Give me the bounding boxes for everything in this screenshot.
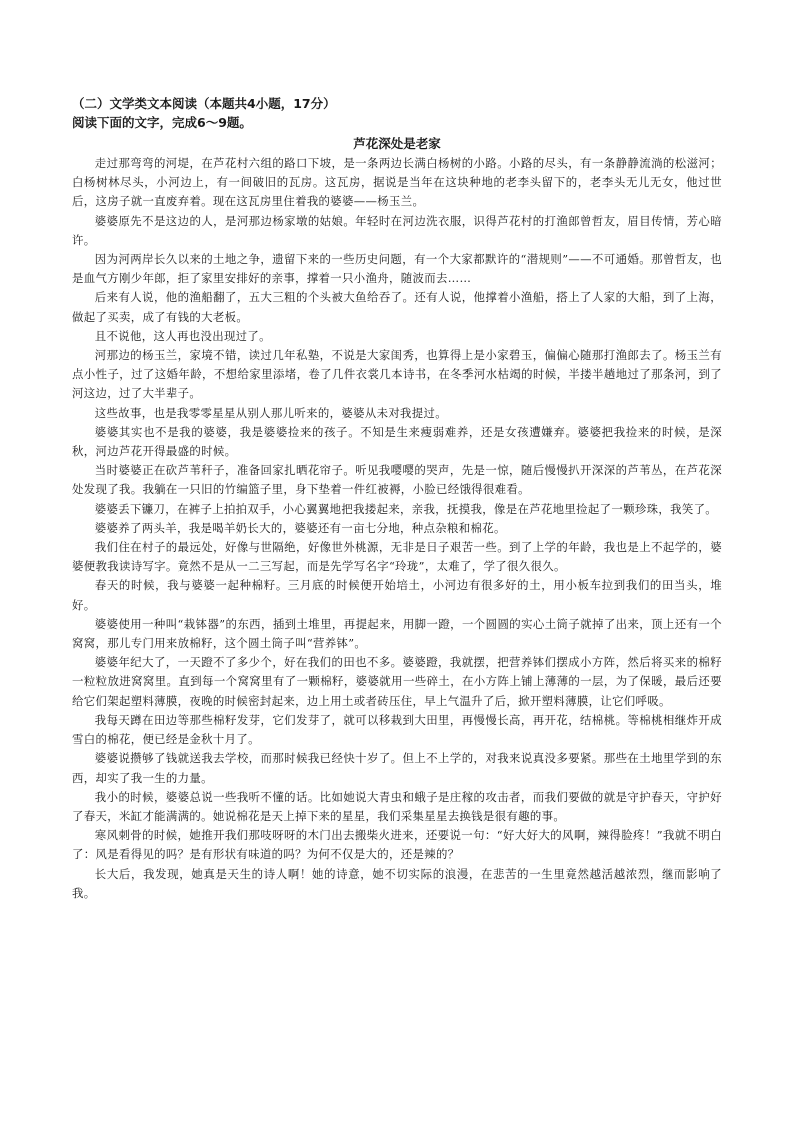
- paragraph: 走过那弯弯的河堤，在芦花村六组的路口下坡，是一条两边长满白杨树的小路。小路的尽头，有一条静静流淌的松滋河；白杨树林尽头，小河边上，有一间破旧的瓦房。这瓦房，据说是当年在这块种地的老李头留下的，老李头无儿无女，他过世后，这房子就一直废弃着。现在这瓦房里住着我的婆婆——杨玉兰。: [72, 156, 722, 209]
- document-page: [72, 94, 722, 903]
- paragraph: 我每天蹲在田边等那些棉籽发芽，它们发芽了，就可以移栽到大田里，再慢慢长高，再开花，结棉桃。等棉桃相继炸开成雪白的棉花，便已经是金秋十月了。: [72, 712, 722, 747]
- paragraph: 因为河两岸长久以来的土地之争，遗留下来的一些历史问题，有一个大家都默许的“潜规则”——不可通婚。那曾哲友，也是血气方刚少年郎，拒了家里安排好的亲事，撑着一只小渔舟，随波而去……: [72, 252, 722, 286]
- paragraph: 这些故事，也是我零零星星从别人那儿听来的，婆婆从未对我提过。: [94, 405, 448, 420]
- paragraph: 后来有人说，他的渔船翻了，五大三粗的个头被大鱼给吞了。还有人说，他撑着小渔船，搭上了人家的大船，到了上海，做起了买卖，成了有钱的大老板。: [72, 290, 722, 324]
- paragraph: 婆婆原先不是这边的人，是河那边杨家墩的姑娘。年轻时在河边洗衣服，识得芦花村的打渔郎曾哲友，眉目传情，芳心暗许。: [72, 213, 722, 247]
- paragraph: 且不说他，这人再也没出现过了。: [94, 328, 271, 343]
- paragraph: 春天的时候，我与婆婆一起种棉籽。三月底的时候便开始培土，小河边有很多好的土，用小板车拉到我们的田当头，堆好。: [72, 578, 722, 612]
- paragraph: 河那边的杨玉兰，家境不错，读过几年私塾，不说是大家闺秀，也算得上是小家碧玉，偏偏心随那打渔郎去了。杨玉兰有点小性子，过了这婚年龄，不想给家里添堵，卷了几件衣裳几本诗书，在冬季河水枯竭的时候，半搂半趟地过了那条河，到了河这边，过了大半辈子。: [72, 348, 722, 401]
- paragraph: 寒风刺骨的时候，她推开我们那吱呀呀的木门出去搬柴火进来，还要说一句：“好大好大的风啊，辣得脸疼！”我就不明白了：风是看得见的吗？是有形状有味道的吗？为何不仅是大的，还是辣的？: [72, 828, 722, 862]
- paragraph: 婆婆养了两头羊，我是喝羊奶长大的，婆婆还有一亩七分地，种点杂粮和棉花。: [94, 520, 506, 535]
- paragraph: 长大后，我发现，她真是天生的诗人啊！她的诗意，她不切实际的浪漫，在悲苦的一生里竟然越活越浓烈，继而影响了我。: [72, 866, 722, 900]
- reading-instruction: 阅读下面的文字，完成6～9题。: [72, 115, 252, 130]
- paragraph: 我小的时候，婆婆总说一些我听不懂的话。比如她说大青虫和蛾子是庄稼的攻击者，而我们要做的就是守护春天，守护好了春天，米缸才能满满的。她说棉花是天上掉下来的星星，我们采集星星去换钱是很有趣的事。: [72, 789, 722, 823]
- paragraph: 婆婆丢下镰刀，在裤子上拍拍双手，小心翼翼地把我搂起来，亲我，抚摸我，像是在芦花地里捡起了一颗珍珠，我笑了。: [94, 501, 718, 516]
- paragraph: 当时婆婆正在砍芦苇秆子，准备回家扎晒花帘子。听见我嘤嘤的哭声，先是一惊，随后慢慢扒开深深的芦苇丛，在芦花深处发现了我。我躺在一只旧的竹编篮子里，身下垫着一件红被褥，小脸已经饿得很难看。: [72, 463, 722, 497]
- section-heading: （二）文学类文本阅读（本题共4小题，17分）: [72, 96, 336, 111]
- paragraph: 我们住在村子的最远处，好像与世隔绝，好像世外桃源，无非是日子艰苦一些。到了上学的年龄，我也是上不起学的，婆婆便教我读诗写字。竟然不是从一二三写起，而是先学写名字“玲珑”，太难了，学了很久很久。: [72, 540, 722, 574]
- article-title: 芦花深处是老家: [353, 136, 441, 151]
- paragraph: 婆婆说攒够了钱就送我去学校，而那时候我已经快十岁了。但上不上学的，对我来说真没多要紧。那些在土地里学到的东西，却实了我一生的力量。: [72, 751, 722, 785]
- paragraph: 婆婆其实也不是我的婆婆，我是婆婆捡来的孩子。不知是生来瘦弱难养，还是女孩遭嫌弃。婆婆把我捡来的时候，是深秋，河边芦花开得最盛的时候。: [72, 424, 722, 459]
- paragraph: 婆婆年纪大了，一天蹬不了多少个，好在我们的田也不多。婆婆蹬，我就摆，把营养钵们摆成小方阵，然后将买来的棉籽一粒粒放进窝窝里。直到每一个窝窝里有了一颗棉籽，婆婆就用一些碎土，在小方阵上铺上薄薄的一层，为了保暖，最后还要给它们架起塑料薄膜，夜晚的时候密封起来，边上用土或者砖压住，早上气温升了后，掀开塑料薄膜，让它们呼吸。: [72, 655, 722, 708]
- paragraph: 婆婆使用一种叫“栽钵器”的东西，插到土堆里，再提起来，用脚一蹬，一个圆圆的实心土筒子就掉了出来，顶上还有一个窝窝，那儿专门用来放棉籽，这个圆土筒子叫“营养钵”。: [72, 616, 722, 651]
